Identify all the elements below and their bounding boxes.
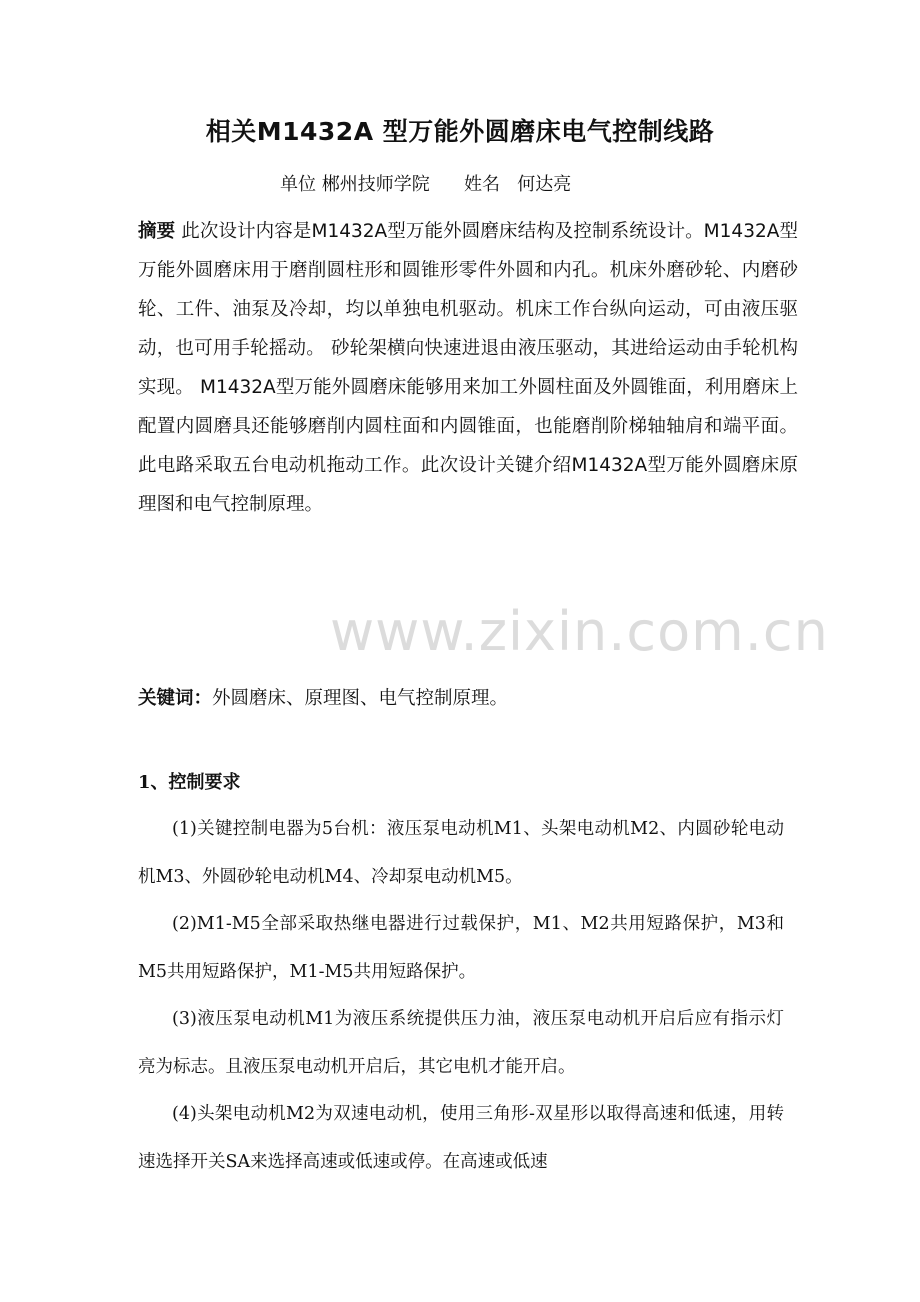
requirement-text: (3)液压泵电动机M1为液压系统提供压力油，液压泵电动机开启后应有指示灯亮为标志。且液压泵电动机开启后，其它电机才能开启。	[138, 1009, 784, 1077]
requirement-paragraph	[138, 901, 784, 996]
watermark: www.zixin.com.cn	[330, 600, 829, 663]
keywords-label: 关键词：	[138, 688, 213, 709]
keywords-line	[138, 684, 508, 710]
requirement-text: (4)头架电动机M2为双速电动机，使用三角形-双星形以取得高速和低速，用转速选择开关SA来选择高速或低速或停。在高速或低速	[138, 1104, 784, 1172]
keywords-text: 外圆磨床、原理图、电气控制原理。	[212, 688, 509, 709]
requirement-paragraph	[138, 1091, 784, 1186]
section-heading: 1、控制要求	[138, 772, 241, 793]
requirement-text: (2)M1-M5全部采取热继电器进行过载保护，M1、M2共用短路保护，M3和M5共用短路保护，M1-M5共用短路保护。	[138, 914, 784, 982]
document-title: 相关M1432A 型万能外圆磨床电气控制线路	[205, 117, 715, 146]
abstract-text: 此次设计内容是M1432A型万能外圆磨床结构及控制系统设计。M1432A型万能外圆磨床用于磨削圆柱形和圆锥形零件外圆和内孔。机床外磨砂轮、内磨砂轮、工件、油泵及冷却，均以单独电机驱动。机床工作台纵向运动，可由液压驱动，也可用手轮摇动。 砂轮架横向快速进退由液压驱动，其进给运动由手轮机构实现。 M1432A型万能外圆磨床能够用来加工外圆柱面及外圆锥面，利用磨床上配置内圆磨具还能够磨削内圆柱面和内圆锥面，也能磨削阶梯轴轴肩和端平面。此电路采取五台电动机拖动工作。此次设计关键介绍M1432A型万能外圆磨床原理图和电气控制原理。	[138, 221, 798, 515]
abstract-label: 摘要	[138, 221, 176, 242]
requirement-text: (1)关键控制电器为5台机：液压泵电动机M1、头架电动机M2、内圆砂轮电动机M3、外圆砂轮电动机M4、冷却泵电动机M5。	[138, 819, 784, 887]
author-byline: 单位 郴州技师学院 姓名 何达亮	[280, 174, 572, 195]
requirement-paragraph	[138, 996, 784, 1091]
requirement-paragraph	[138, 806, 784, 901]
abstract-paragraph	[138, 212, 798, 524]
